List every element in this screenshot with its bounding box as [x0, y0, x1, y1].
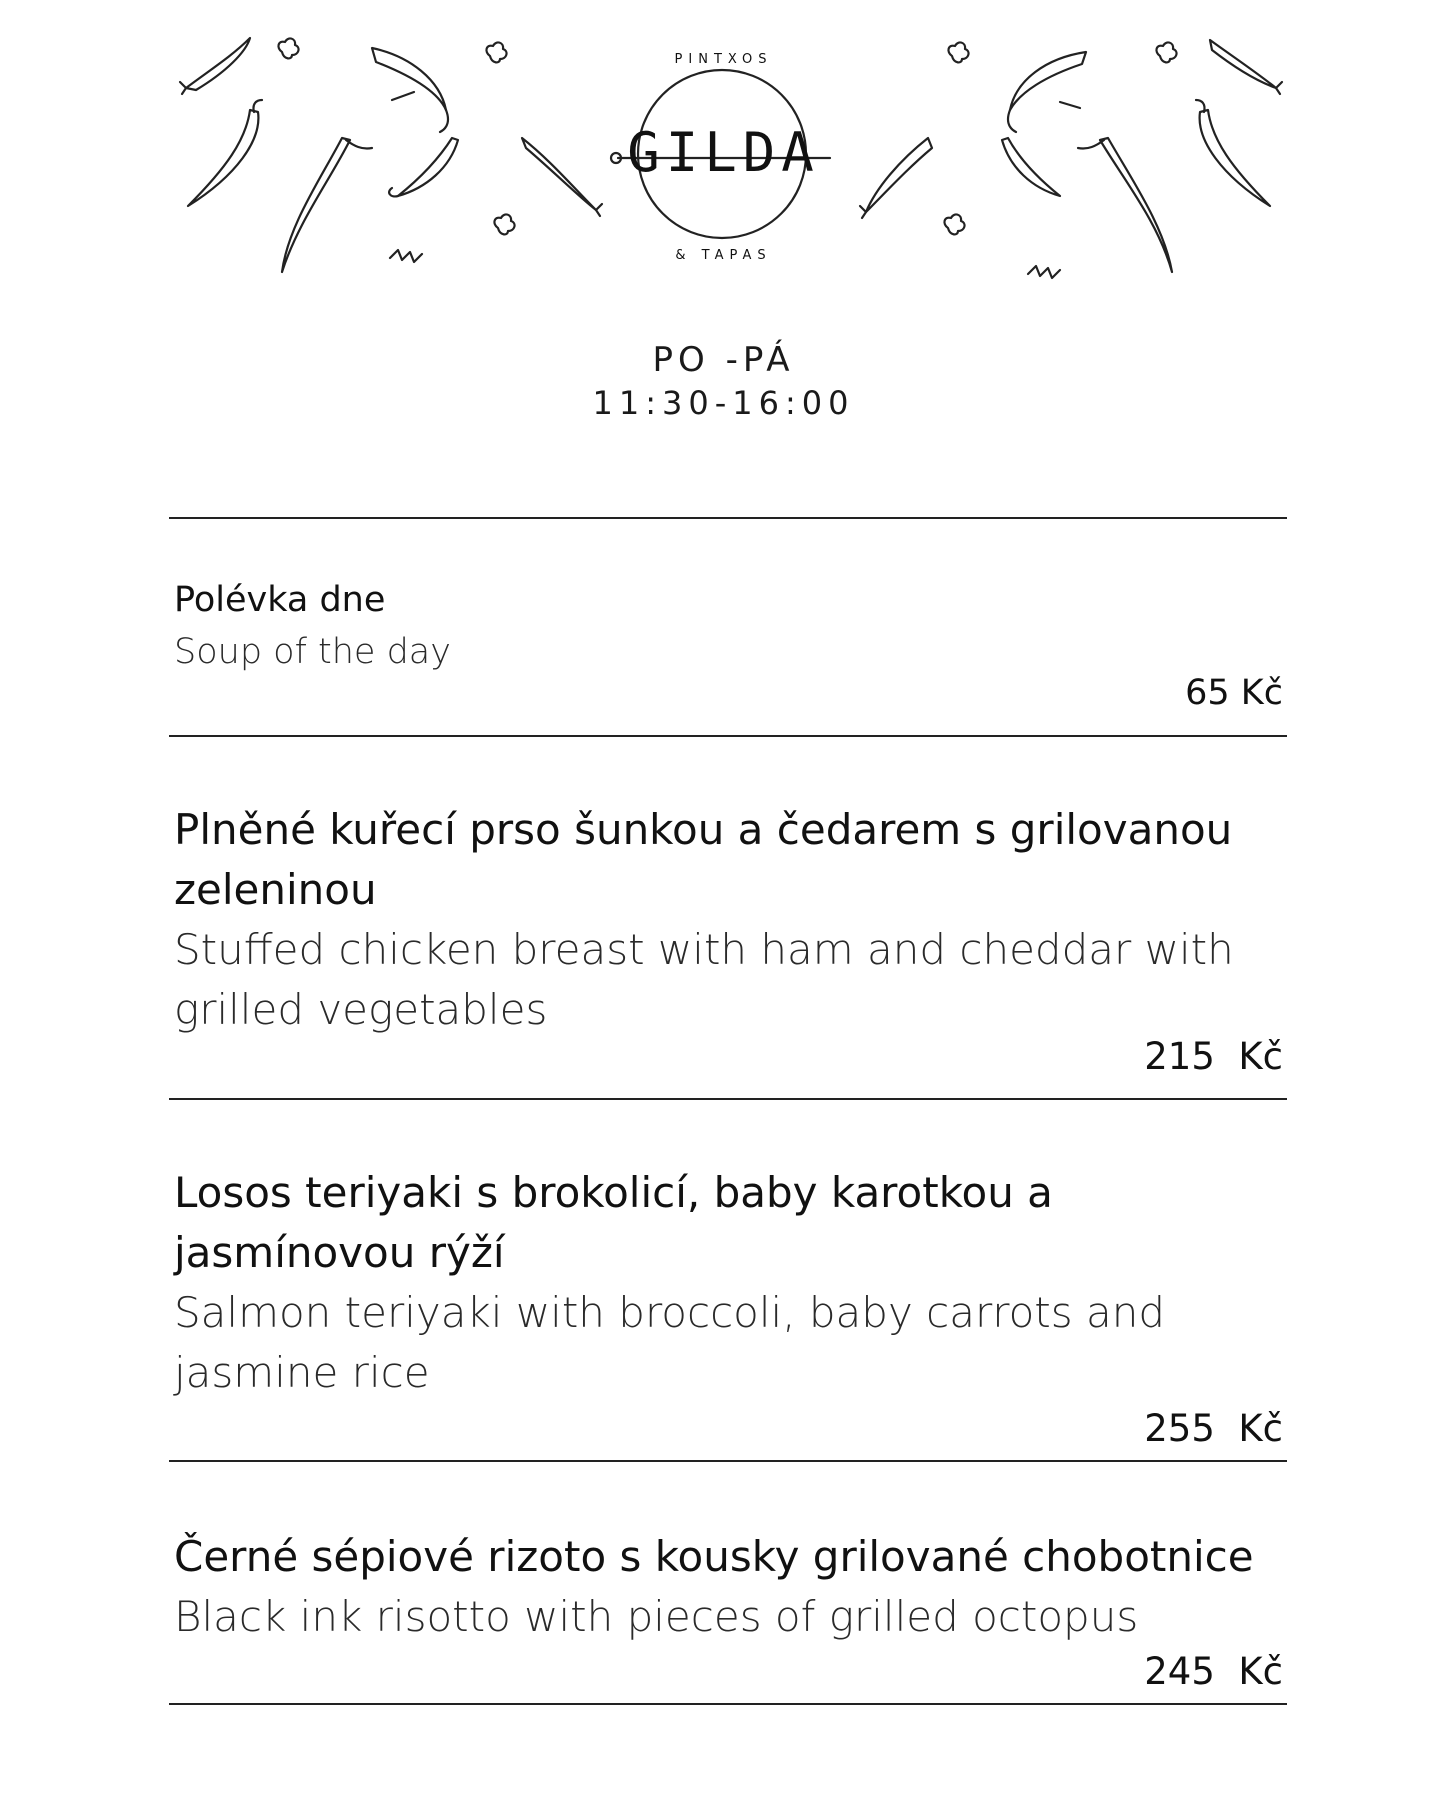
dish-price: 245 Kč	[1144, 1650, 1283, 1693]
dish-name-cz: Polévka dne	[174, 580, 386, 620]
dish-name-en: Soup of the day	[174, 632, 451, 672]
olive-icon	[944, 214, 964, 234]
divider	[169, 735, 1287, 737]
dish-name-en: Black ink risotto with pieces of grilled octopus	[174, 1592, 1139, 1641]
olive-icon	[494, 214, 514, 234]
dish-price: 215 Kč	[1144, 1035, 1283, 1078]
divider	[169, 1460, 1287, 1462]
dish-price: 255 Kč	[1144, 1407, 1283, 1450]
logo-top-text: PINTXOS	[674, 52, 773, 67]
dish-name-en: Salmon teriyaki with broccoli, baby carrots and jasmine rice	[174, 1288, 1166, 1397]
dish-name-cz: Černé sépiové rizoto s kousky grilované chobotnice	[174, 1532, 1254, 1581]
zigzag-icon	[1028, 266, 1060, 278]
logo-bottom-text: & TAPAS	[675, 248, 772, 263]
opening-time: 11:30-16:00	[592, 384, 855, 422]
dish-name-cz: Plněné kuřecí prso šunkou a čedarem s grilovanou zeleninou	[174, 805, 1233, 914]
logo-name: GILDA	[627, 121, 820, 184]
dish-name-cz: Losos teriyaki s brokolicí, baby karotkou a jasmínovou rýží	[174, 1168, 1053, 1277]
divider	[169, 1098, 1287, 1100]
dish-price: 65 Kč	[1185, 673, 1283, 713]
menu-item	[174, 1163, 1284, 1403]
divider	[169, 1703, 1287, 1705]
anchovy-icon	[1210, 40, 1282, 94]
divider	[169, 517, 1287, 519]
menu-item	[174, 575, 1284, 679]
opening-days: PO -PÁ	[652, 340, 795, 380]
dish-name-en: Stuffed chicken breast with ham and cheddar with grilled vegetables	[174, 925, 1234, 1034]
menu-item	[174, 1527, 1284, 1647]
menu-item	[174, 800, 1284, 1040]
